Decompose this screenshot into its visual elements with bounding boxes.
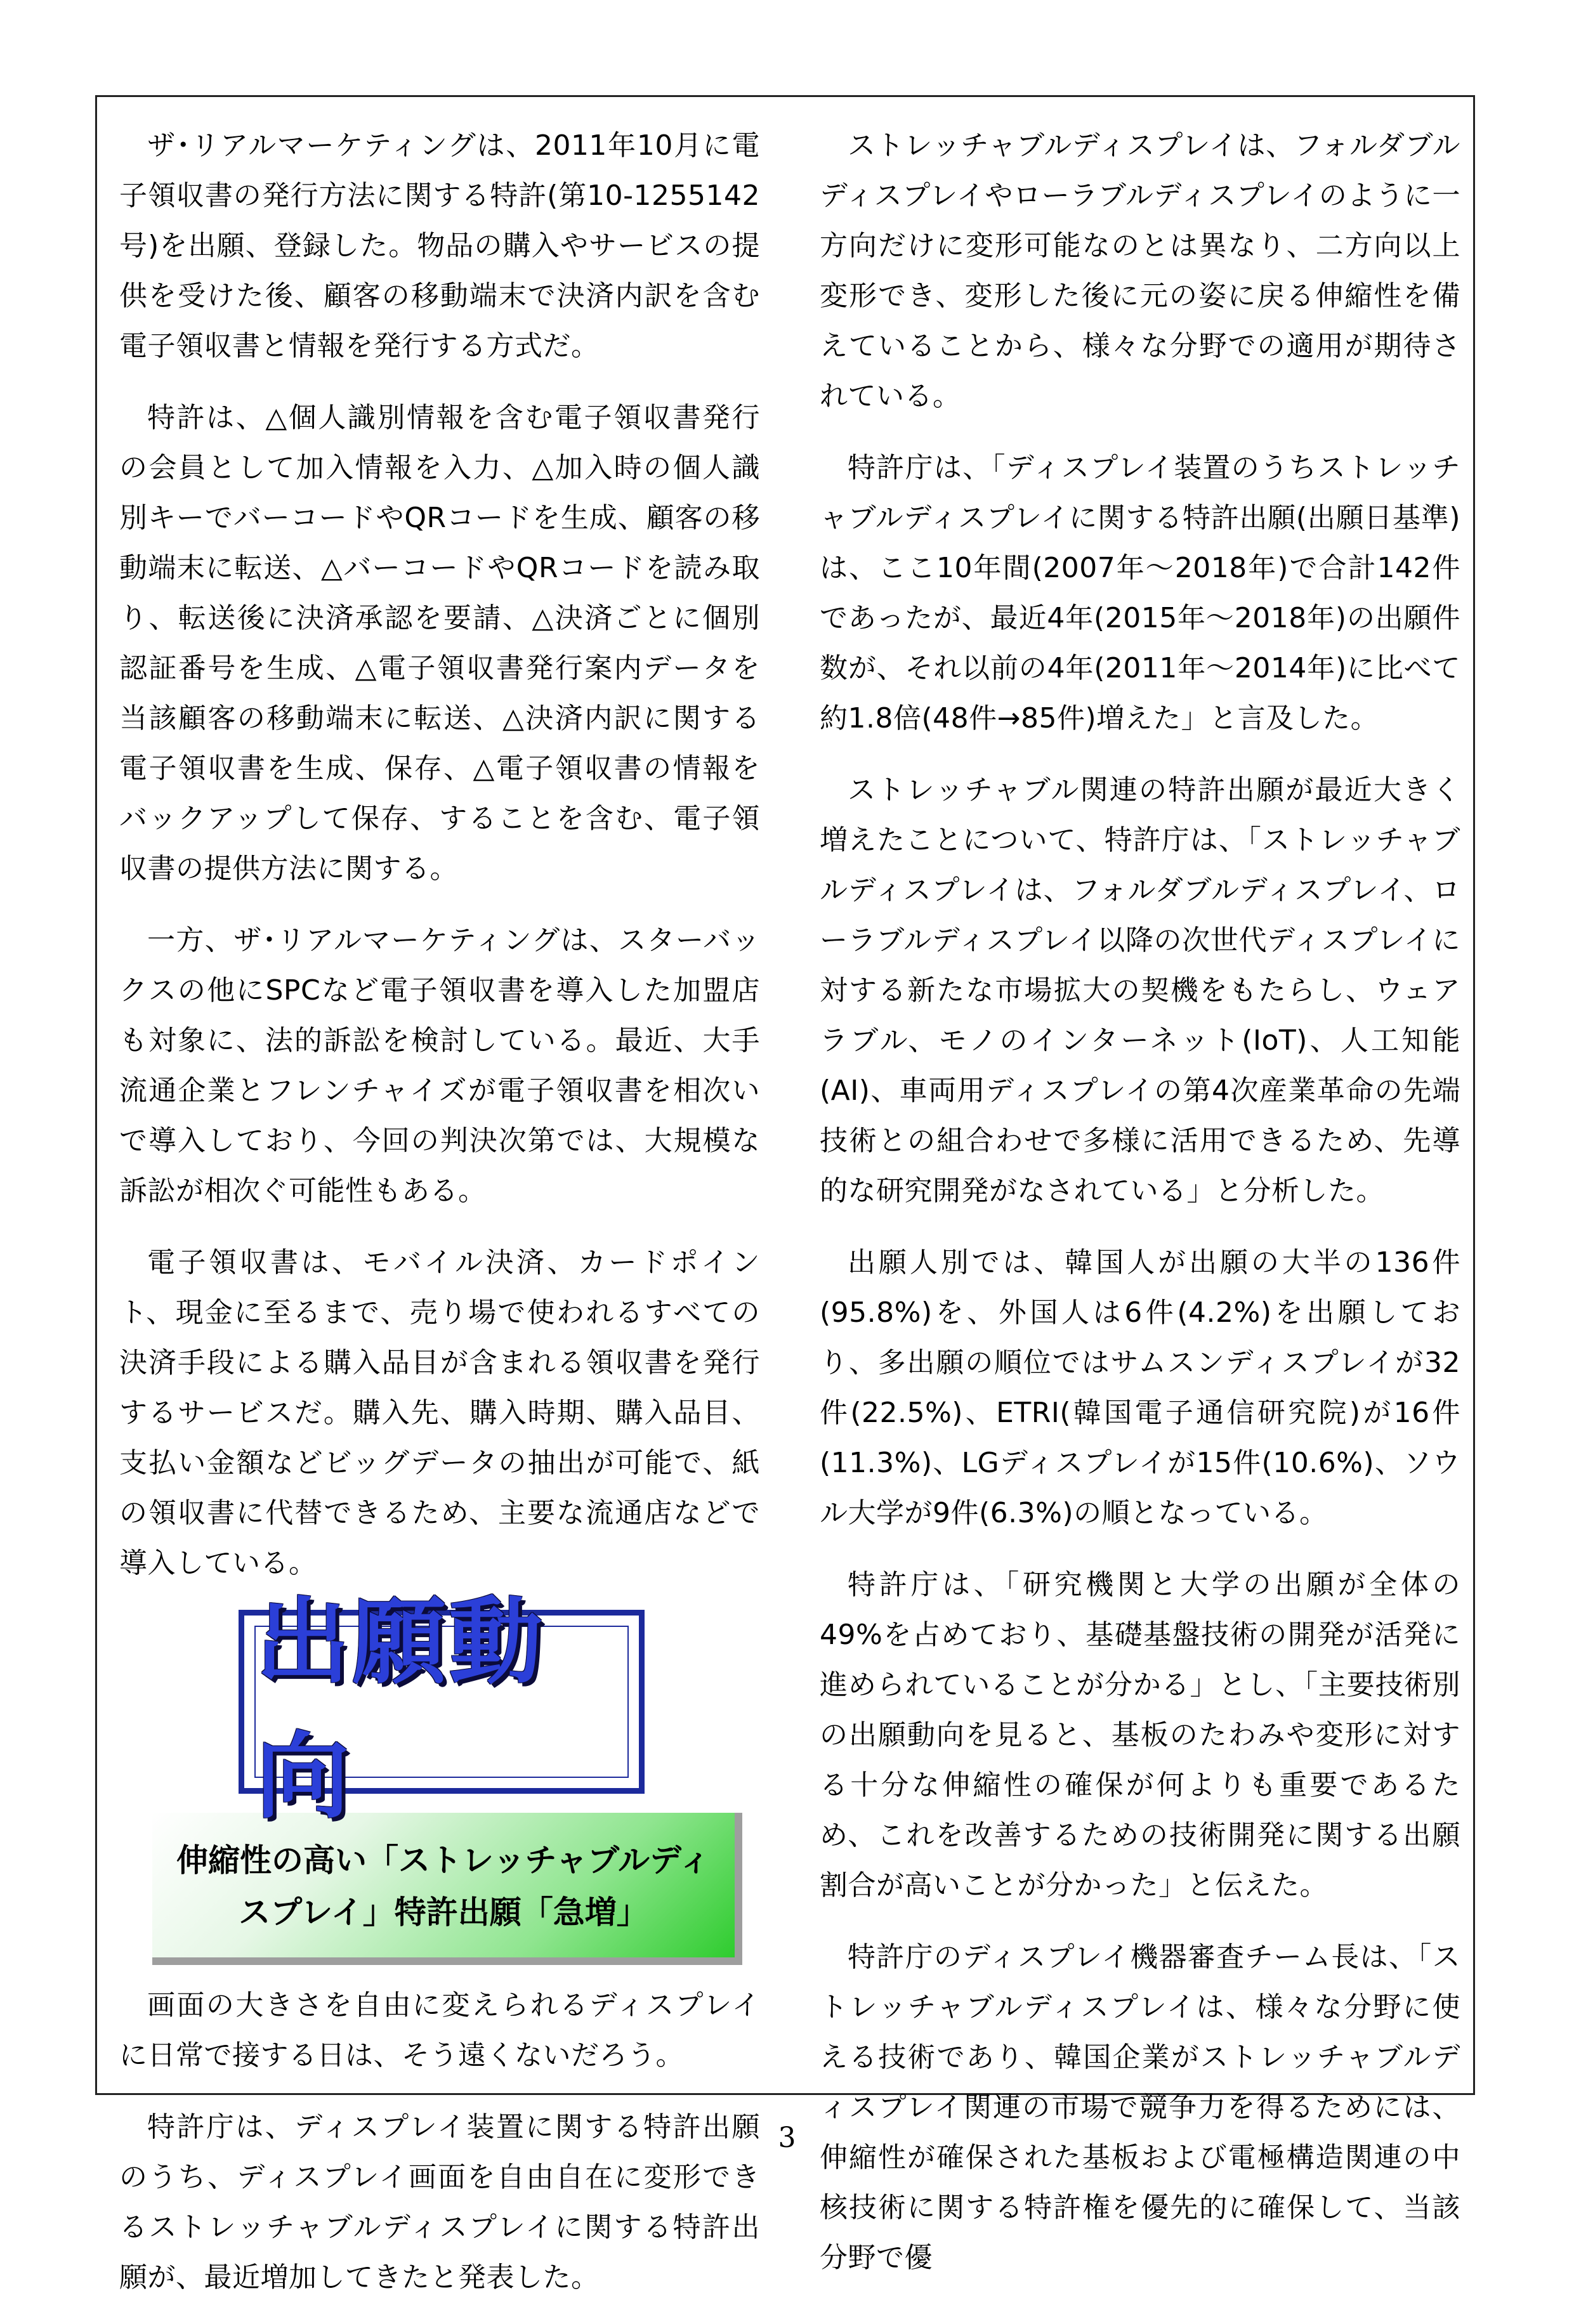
article-paragraph: 特許庁は、ディスプレイ装置に関する特許出願のうち、ディスプレイ画面を自由自在に変形できるストレッチャブルディスプレイに関する特許出願が、最近増加してきたと発表した。 (119, 2111, 760, 2294)
left-column (119, 121, 760, 2324)
banner-inner-frame (254, 1588, 629, 1831)
banner-frame (239, 1588, 645, 1831)
article-paragraph: ストレッチャブル関連の特許出願が最近大きく増えたことについて、特許庁は、「ストレッチャブルディスプレイは、フォルダブルディスプレイ、ローラブルディスプレイ以降の次世代ディスプレイに対する新たな市場拡大の契機をもたらし、ウェアラブル、モノのインターネット(IoT)、人工知能(AI)、車両用ディスプレイの第4次産業革命の先端技術との組合わせで多様に活用できるため、先導的な研究開発がなされている」と分析した。 (820, 774, 1460, 1207)
article-paragraph: 特許庁は、「研究機関と大学の出願が全体の49%を占めており、基礎基盤技術の開発が活発に進められていることが分かる」とし、「主要技術別の出願動向を見ると、基板のたわみや変形に対する十分な伸縮性の確保が何よりも重要であるため、これを改善するための技術開発に関する出願割合が高いことが分かった」と伝えた。 (820, 1569, 1460, 1902)
article-paragraph: 一方、ザ･リアルマーケティングは、スターバックスの他にSPCなど電子領収書を導入した加盟店も対象に、法的訴訟を検討している。最近、大手流通企業とフレンチャイズが電子領収書を相次いで導入しており、今回の判決次第では、大規模な訴訟が相次ぐ可能性もある。 (119, 924, 760, 1207)
article-paragraph: 特許庁は、「ディスプレイ装置のうちストレッチャブルディスプレイに関する特許出願(出願日基準)は、ここ10年間(2007年～2018年)で合計142件であったが、最近4年(2015年～2018年)の出願件数が、それ以前の4年(2011年～2014年)に比べて約1.8倍(48件→85件)増えた」と言及した。 (820, 452, 1460, 734)
right-column (820, 121, 1460, 2304)
section-banner (119, 1588, 760, 1831)
article-paragraph: 画面の大きさを自由に変えられるディスプレイに日常で接する日は、そう遠くないだろう。 (119, 1989, 760, 2072)
page-number: 3 (778, 2122, 796, 2154)
headline-line-2: スプレイ」特許出願「急増」 (239, 1894, 648, 1931)
article-paragraph: ザ･リアルマーケティングは、2011年10月に電子領収書の発行方法に関する特許(第10-1255142号)を出願、登録した。物品の購入やサービスの提供を受けた後、顧客の移動端末で決済内訳を含む電子領収書と情報を発行する方式だ。 (119, 129, 760, 362)
article-paragraph: 出願人別では、韓国人が出願の大半の136件(95.8%)を、外国人は6件(4.2%)を出願しており、多出願の順位ではサムスンディスプレイが32件(22.5%)、ETRI(韓国電子通信研究院)が16件(11.3%)、LGディスプレイが15件(10.6%)、ソウル大学が9件(6.3%)の順となっている。 (820, 1246, 1460, 1529)
banner-title: 出願動向 (256, 1588, 545, 1831)
article-paragraph: 電子領収書は、モバイル決済、カードポイント、現金に至るまで、売り場で使われるすべての決済手段による購入品目が含まれる領収書を発行するサービスだ。購入先、購入時期、購入品目、支払い金額などビッグデータの抽出が可能で、紙の領収書に代替できるため、主要な流通店などで導入している。 (119, 1246, 760, 1579)
article-paragraph: ストレッチャブルディスプレイは、フォルダブルディスプレイやローラブルディスプレイのように一方向だけに変形可能なのとは異なり、二方向以上変形でき、変形した後に元の姿に戻る伸縮性を備えていることから、様々な分野での適用が期待されている。 (820, 129, 1460, 412)
headline-line-1: 伸縮性の高い「ストレッチャブルディ (176, 1842, 711, 1879)
article-paragraph: 特許は、△個人識別情報を含む電子領収書発行の会員として加入情報を入力、△加入時の個人識別キーでバーコードやQRコードを生成、顧客の移動端末に転送、△バーコードやQRコードを読み取り、転送後に決済承認を要請、△決済ごとに個別認証番号を生成、△電子領収書発行案内データを当該顧客の移動端末に転送、△決済内訳に関する電子領収書を生成、保存、△電子領収書の情報をバックアップして保存、することを含む、電子領収書の提供方法に関する。 (119, 401, 760, 885)
article-paragraph: 特許庁のディスプレイ機器審査チーム長は、「ストレッチャブルディスプレイは、様々な分野に使える技術であり、韓国企業がストレッチャブルディスプレイ関連の市場で競争力を得るためには、伸縮性が確保された基板および電極構造関連の中核技術に関する特許権を優先的に確保して、当該分野で優 (820, 1941, 1460, 2274)
